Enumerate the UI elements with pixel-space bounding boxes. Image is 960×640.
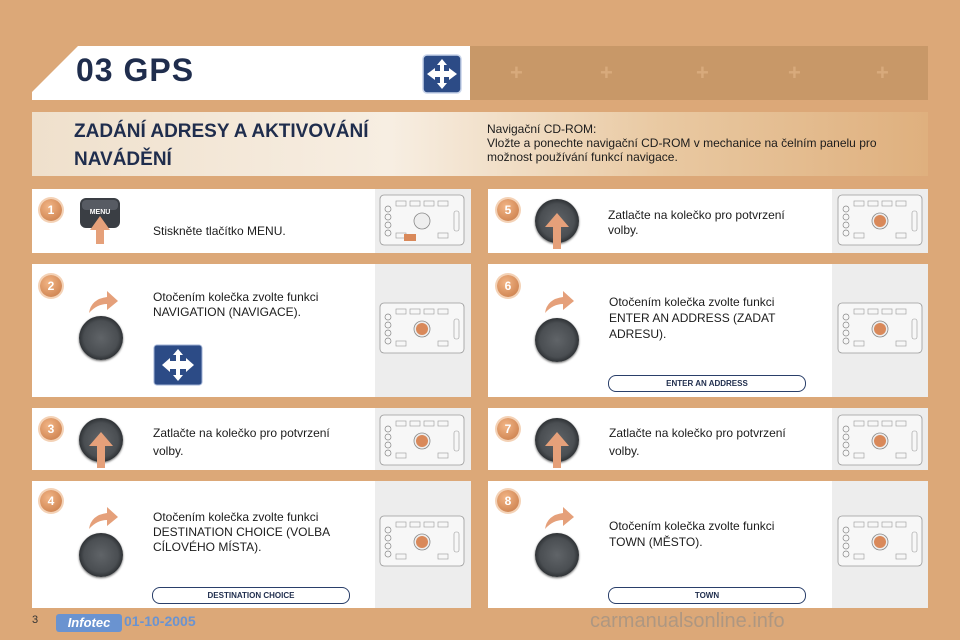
step-number-badge: 3 [40,418,62,440]
rotate-arrow-icon [85,503,121,533]
radio-thumbnail [832,189,928,253]
instruction-line: volby. [609,444,640,458]
navigation-arrows-icon [422,54,462,94]
instruction-line: Otočením kolečka zvolte funkci [153,290,319,304]
control-knob [79,316,123,360]
step-instruction [608,208,785,238]
instruction-line: Zatlačte na kolečko pro potvrzení [153,426,330,440]
screen-label-pill: DESTINATION CHOICE [152,587,350,604]
instruction-line: Otočením kolečka zvolte funkci [609,295,775,309]
push-arrow-icon [89,432,113,468]
radio-thumbnail [832,408,928,470]
instruction-line: Stiskněte tlačítko MENU. [153,224,286,238]
step-instruction [153,424,330,460]
instruction-line: NAVIGATION (NAVIGACE). [153,305,302,319]
radio-thumbnail [375,264,471,397]
step-number-badge: 1 [40,199,62,221]
step-instruction [153,510,330,555]
step-instruction [609,518,774,550]
control-knob [535,318,579,362]
control-knob [79,533,123,577]
footer-date: 01-10-2005 [124,613,196,629]
step-instruction [153,290,318,320]
instruction-line: volby. [153,444,184,458]
screen-label-pill: ENTER AN ADDRESS [608,375,806,392]
rotate-arrow-icon [85,287,121,317]
step-instruction [609,424,786,460]
instruction-line: DESTINATION CHOICE (VOLBA [153,525,331,539]
intro-line: možnost používání funkcí navigace. [487,150,678,164]
menu-button-icon [78,196,122,246]
page-number: 3 [32,614,39,626]
section-title: ZADÁNÍ ADRESY A AKTIVOVÁNÍ NAVÁDĚNÍ [74,121,369,170]
rotate-arrow-icon [541,503,577,533]
instruction-line: Otočením kolečka zvolte funkci [153,510,319,524]
step-number-badge: 5 [497,199,519,221]
intro-line: Vložte a ponechte navigační CD-ROM v mechanice na čelním panelu pro [487,136,877,150]
screen-label-pill: TOWN [608,587,806,604]
page-title: 03 GPS [76,52,195,88]
step-number-badge: 2 [40,275,62,297]
instruction-line: volby. [608,223,639,237]
infotec-logo: Infotec [56,614,122,632]
header-decoration: + + + + + [470,46,928,100]
push-arrow-icon [545,213,569,249]
instruction-line: ENTER AN ADDRESS (ZADAT [609,311,776,325]
radio-thumbnail [375,408,471,470]
navigation-arrows-icon [153,344,203,386]
radio-thumbnail [375,189,471,253]
intro-line: Navigační CD-ROM: [487,122,597,136]
step-number-badge: 8 [497,490,519,512]
step-number-badge: 6 [497,275,519,297]
step-number-badge: 7 [497,418,519,440]
radio-thumbnail [832,481,928,608]
watermark: carmanualsonline.info [590,610,785,632]
radio-thumbnail [832,264,928,397]
push-arrow-icon [545,432,569,468]
radio-thumbnail [375,481,471,608]
menu-button-label: MENU [89,209,111,216]
instruction-line: TOWN (MĚSTO). [609,535,703,549]
step-number-badge: 4 [40,490,62,512]
instruction-line: ADRESU). [609,327,667,341]
instruction-line: Zatlačte na kolečko pro potvrzení [609,426,786,440]
instruction-line: Zatlačte na kolečko pro potvrzení [608,208,785,222]
step-instruction [153,224,286,239]
rotate-arrow-icon [541,287,577,317]
step-instruction [609,294,775,342]
control-knob [535,533,579,577]
instruction-line: Otočením kolečka zvolte funkci [609,519,775,533]
instruction-line: CÍLOVÉHO MÍSTA). [153,540,262,554]
intro-text [487,122,927,164]
